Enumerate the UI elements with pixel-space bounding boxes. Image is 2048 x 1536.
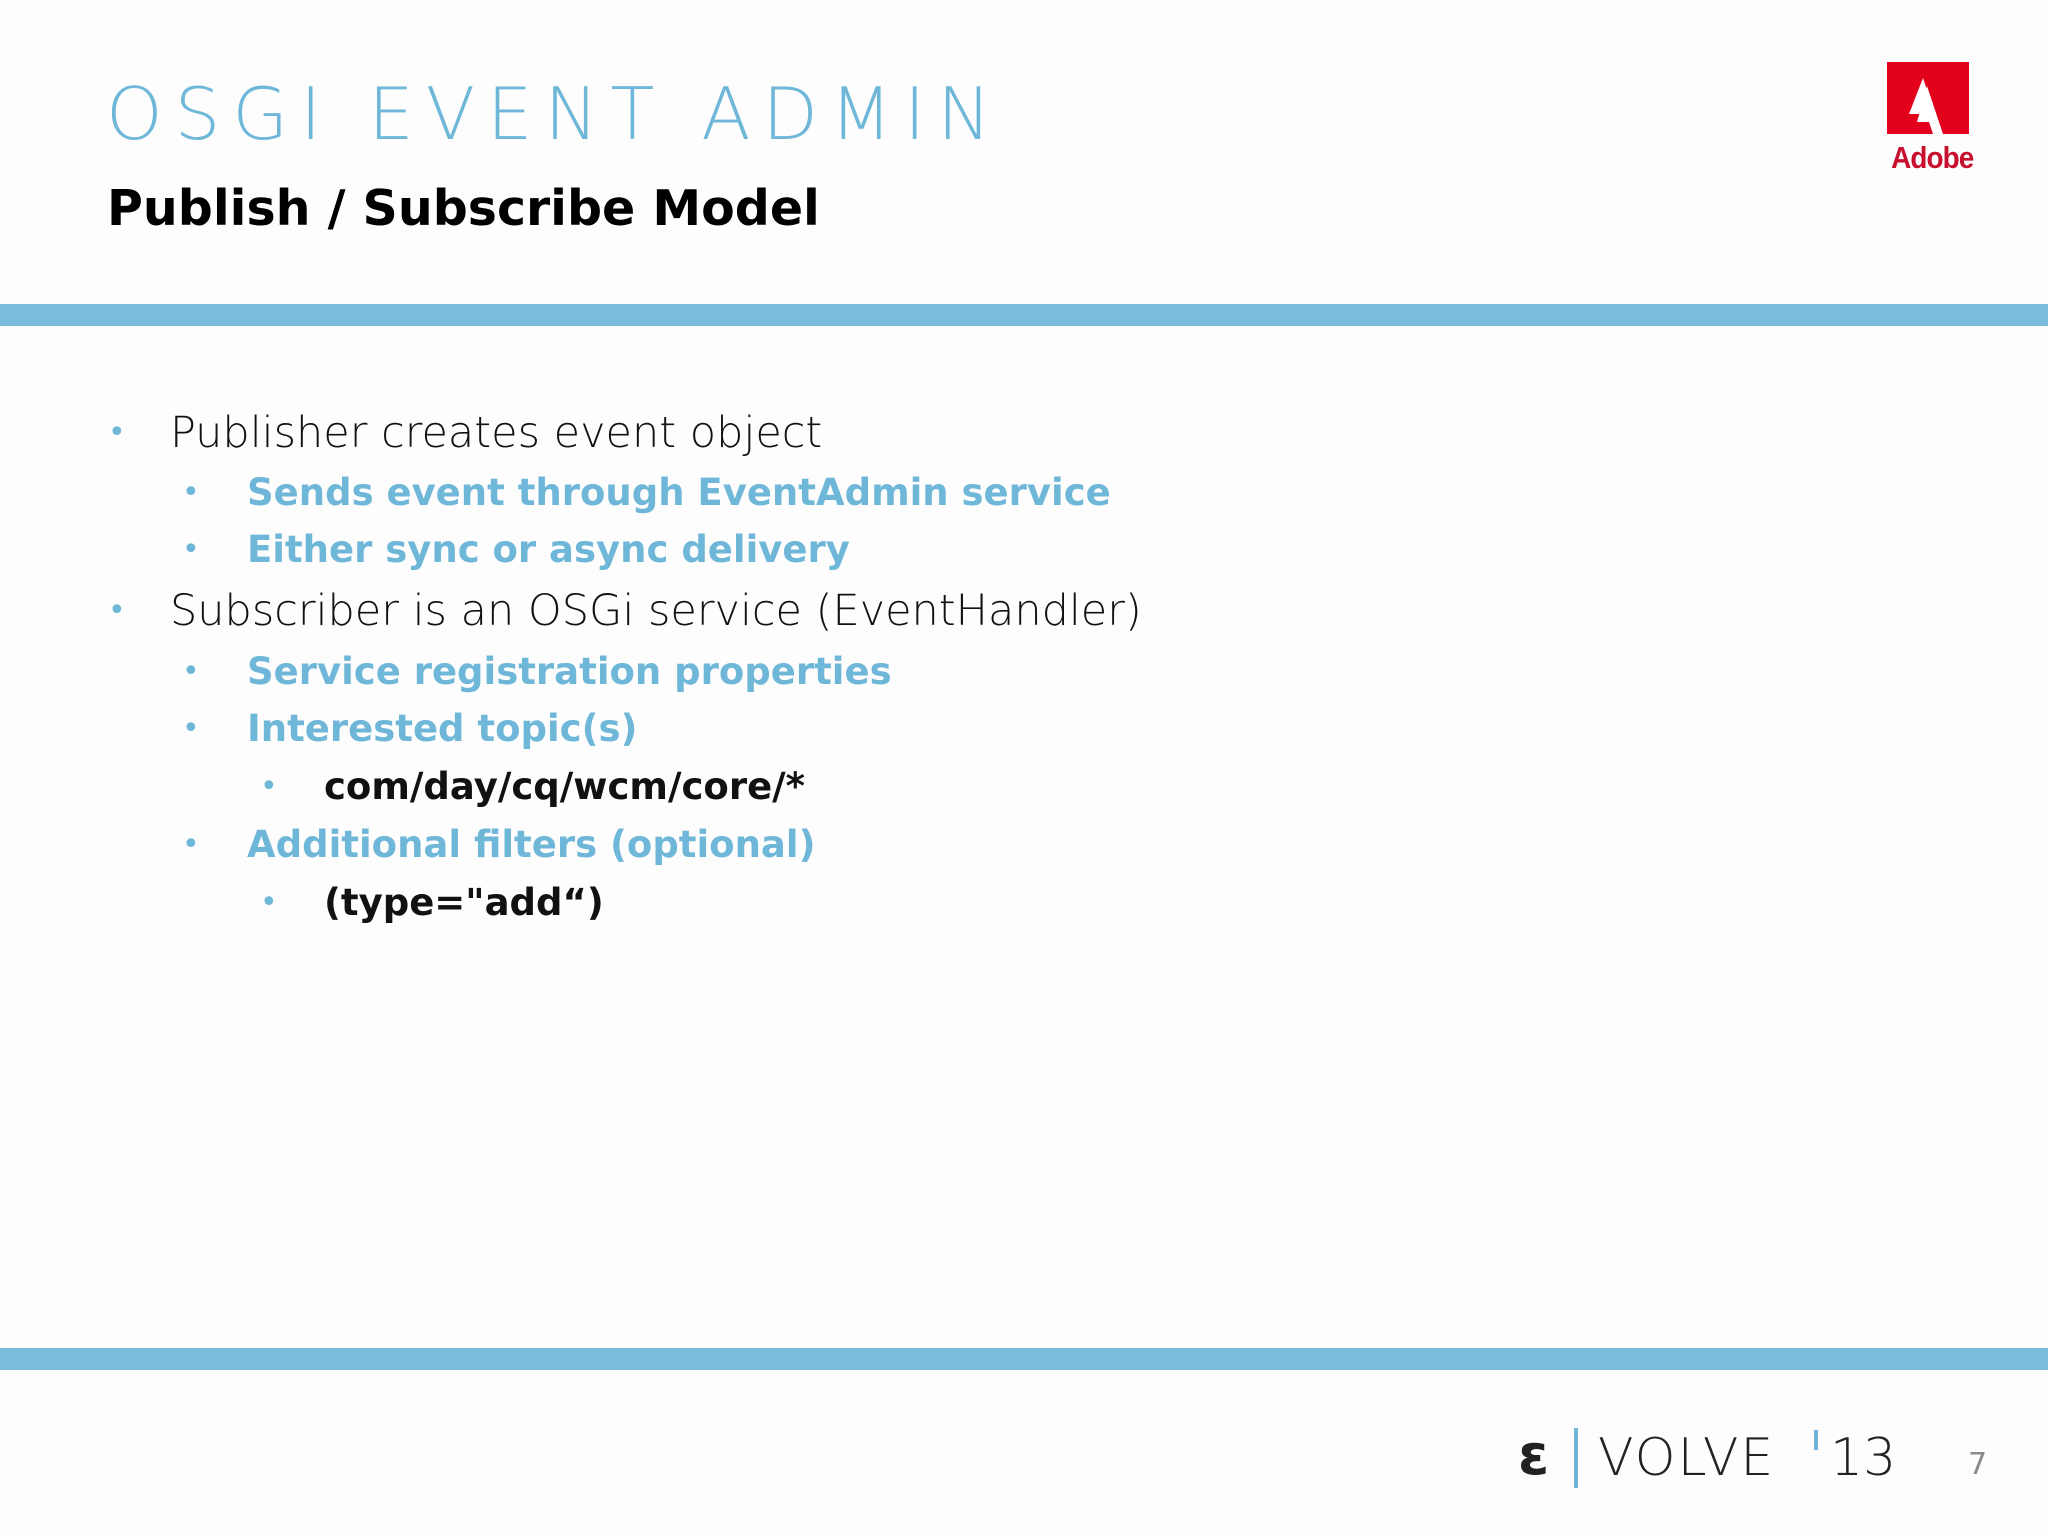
bullet-dot: • [182, 475, 200, 510]
bullet-dot: • [182, 711, 200, 746]
adobe-logo [1887, 62, 1974, 182]
bullet-text: Publisher creates event object [170, 408, 823, 458]
bullet-dot: • [182, 654, 200, 689]
adobe-logo-icon [1887, 62, 1969, 134]
bullet-text: Sends event through EventAdmin service [247, 471, 1111, 514]
evolve-word: VOLVE [1598, 1428, 1776, 1488]
bullet-dot: • [182, 827, 200, 862]
page-number: 7 [1968, 1447, 1988, 1482]
header-divider-band [0, 304, 2048, 326]
bullet-dot: • [260, 885, 278, 920]
adobe-logo-text: Adobe [1891, 140, 1974, 175]
evolve-divider-bar [1574, 1428, 1578, 1488]
bullet-text: Additional filters (optional) [247, 823, 816, 866]
evolve-epsilon-glyph: ε [1518, 1423, 1550, 1488]
bullet-dot: • [260, 769, 278, 804]
evolve-year: 13 [1830, 1428, 1897, 1488]
bullet-dot: • [108, 415, 126, 450]
bullet-text: Either sync or async delivery [247, 528, 850, 571]
bullet-text: com/day/cq/wcm/core/* [324, 765, 806, 808]
footer-divider-band [0, 1348, 2048, 1370]
slide-subtitle: Publish / Subscribe Model [107, 180, 820, 237]
bullet-text: (type="add“) [324, 881, 604, 924]
slide-title: OSGI EVENT ADMIN [106, 72, 1004, 156]
bullet-text: Service registration properties [247, 650, 892, 693]
bullet-dot: • [108, 593, 126, 628]
bullet-dot: • [182, 532, 200, 567]
bullet-text: Interested topic(s) [247, 707, 638, 750]
evolve-apostrophe [1814, 1430, 1818, 1450]
bullet-text: Subscriber is an OSGi service (EventHandler) [170, 586, 1142, 636]
